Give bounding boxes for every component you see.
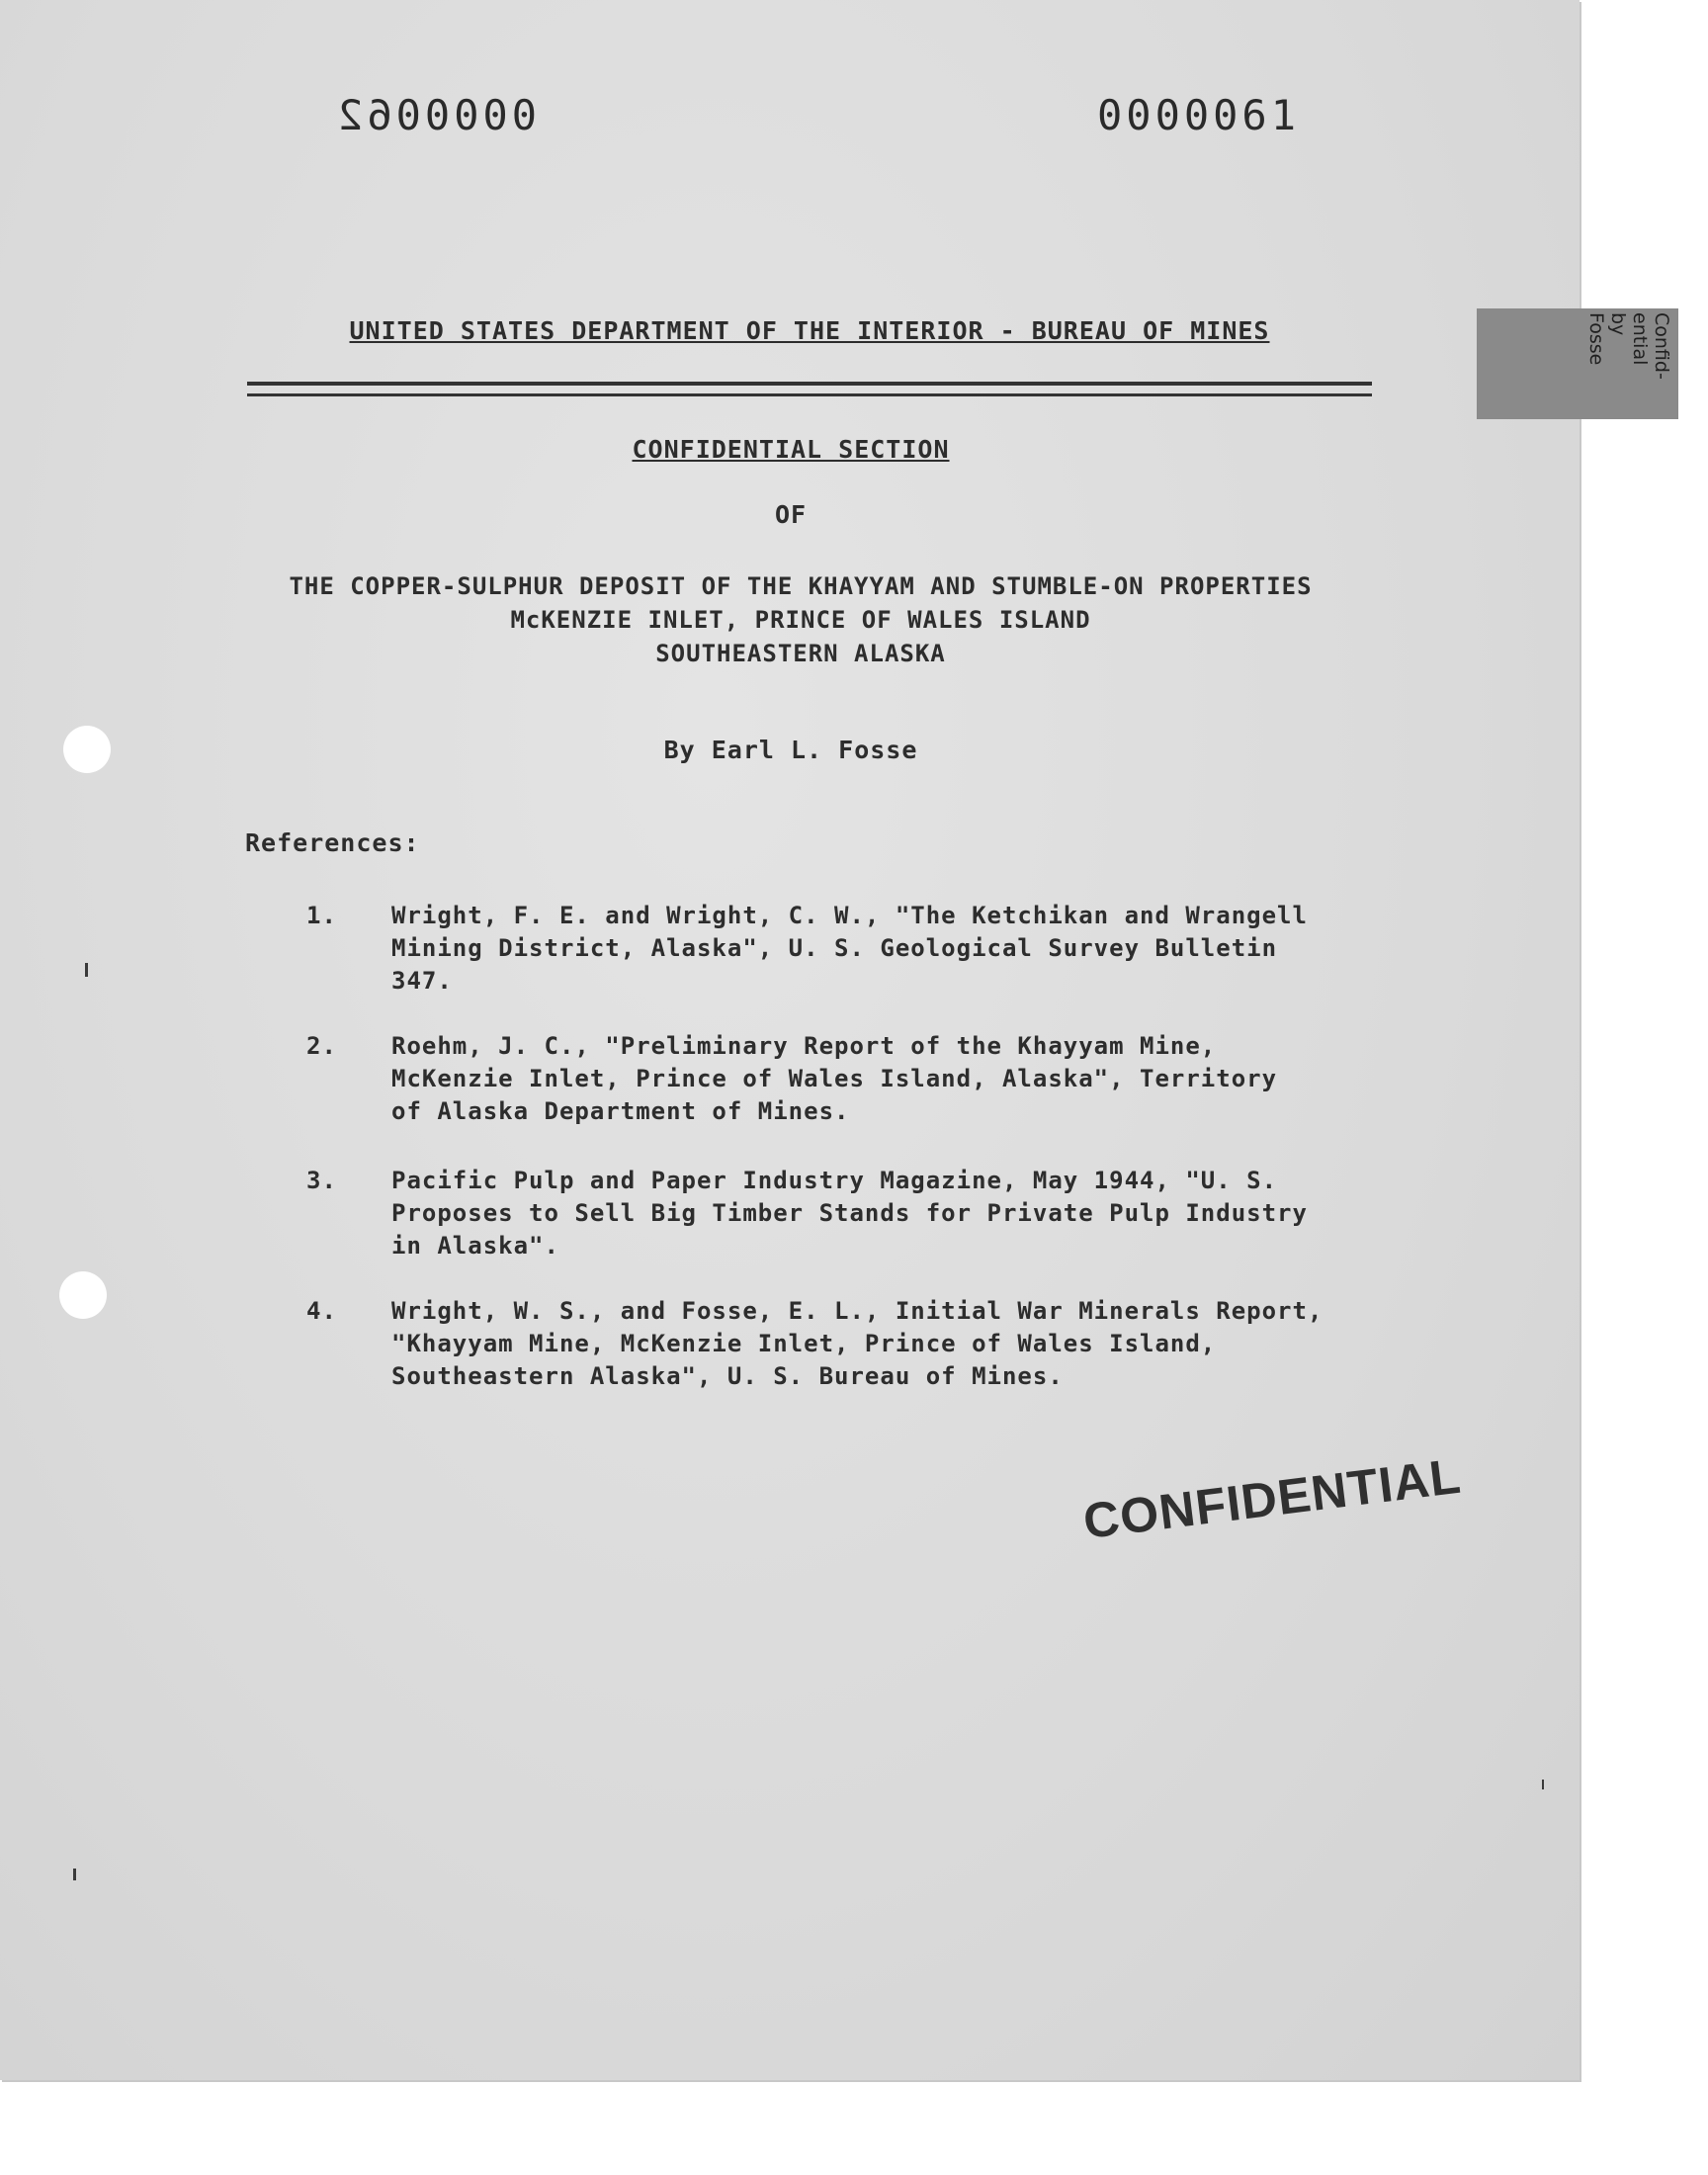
title-line: THE COPPER-SULPHUR DEPOSIT OF THE KHAYYAM AND STUMBLE-ON PROPERTIES <box>289 572 1313 600</box>
reference-number: 1. <box>306 902 337 929</box>
of-line: OF <box>774 500 808 529</box>
reference-line: Southeastern Alaska", U. S. Bureau of Mines. <box>391 1362 1064 1390</box>
section-title: CONFIDENTIAL SECTION <box>632 435 950 464</box>
reference-line: 347. <box>391 967 453 995</box>
side-tab-line: Confid- <box>1651 312 1672 380</box>
reference-line: Mining District, Alaska", U. S. Geological Survey Bulletin <box>391 934 1278 962</box>
side-tab-line: by <box>1607 312 1629 336</box>
punch-hole <box>63 726 111 773</box>
reference-line: Pacific Pulp and Paper Industry Magazine, May 1944, "U. S. <box>391 1167 1278 1194</box>
scan-speck <box>73 1869 76 1880</box>
punch-hole <box>59 1271 107 1319</box>
document-number-mirrored: 0000062 <box>334 91 538 139</box>
scan-speck <box>1542 1780 1544 1789</box>
header-rule <box>247 382 1372 386</box>
reference-text <box>391 1295 1390 1393</box>
reference-text <box>391 1030 1390 1128</box>
document-title <box>198 569 1404 670</box>
title-line: McKENZIE INLET, PRINCE OF WALES ISLAND <box>510 606 1091 634</box>
reference-line: of Alaska Department of Mines. <box>391 1097 850 1125</box>
side-tab-line: Fosse <box>1585 312 1607 366</box>
reference-text <box>391 1165 1390 1262</box>
confidential-stamp: CONFIDENTIAL <box>1080 1447 1465 1550</box>
reference-number: 4. <box>306 1297 337 1325</box>
header-rule <box>247 393 1372 396</box>
author-line: By Earl L. Fosse <box>663 736 918 764</box>
agency-header: UNITED STATES DEPARTMENT OF THE INTERIOR - BUREAU OF MINES <box>349 316 1270 345</box>
reference-line: in Alaska". <box>391 1232 559 1260</box>
reference-line: Roehm, J. C., "Preliminary Report of the Khayyam Mine, <box>391 1032 1217 1060</box>
references-label: References: <box>245 828 420 857</box>
document-number: 0000061 <box>1097 91 1301 139</box>
scan-speck <box>85 963 88 977</box>
side-tab-line: ential <box>1629 312 1651 366</box>
side-tab-label <box>1556 312 1672 411</box>
reference-number: 2. <box>306 1032 337 1060</box>
reference-line: Wright, F. E. and Wright, C. W., "The Ketchikan and Wrangell <box>391 902 1308 929</box>
reference-number: 3. <box>306 1167 337 1194</box>
reference-text <box>391 900 1390 998</box>
reference-line: Wright, W. S., and Fosse, E. L., Initial War Minerals Report, <box>391 1297 1324 1325</box>
title-line: SOUTHEASTERN ALASKA <box>655 640 946 667</box>
reference-line: "Khayyam Mine, McKenzie Inlet, Prince of Wales Island, <box>391 1330 1217 1357</box>
reference-line: McKenzie Inlet, Prince of Wales Island, Alaska", Territory <box>391 1065 1278 1092</box>
reference-line: Proposes to Sell Big Timber Stands for Private Pulp Industry <box>391 1199 1308 1227</box>
